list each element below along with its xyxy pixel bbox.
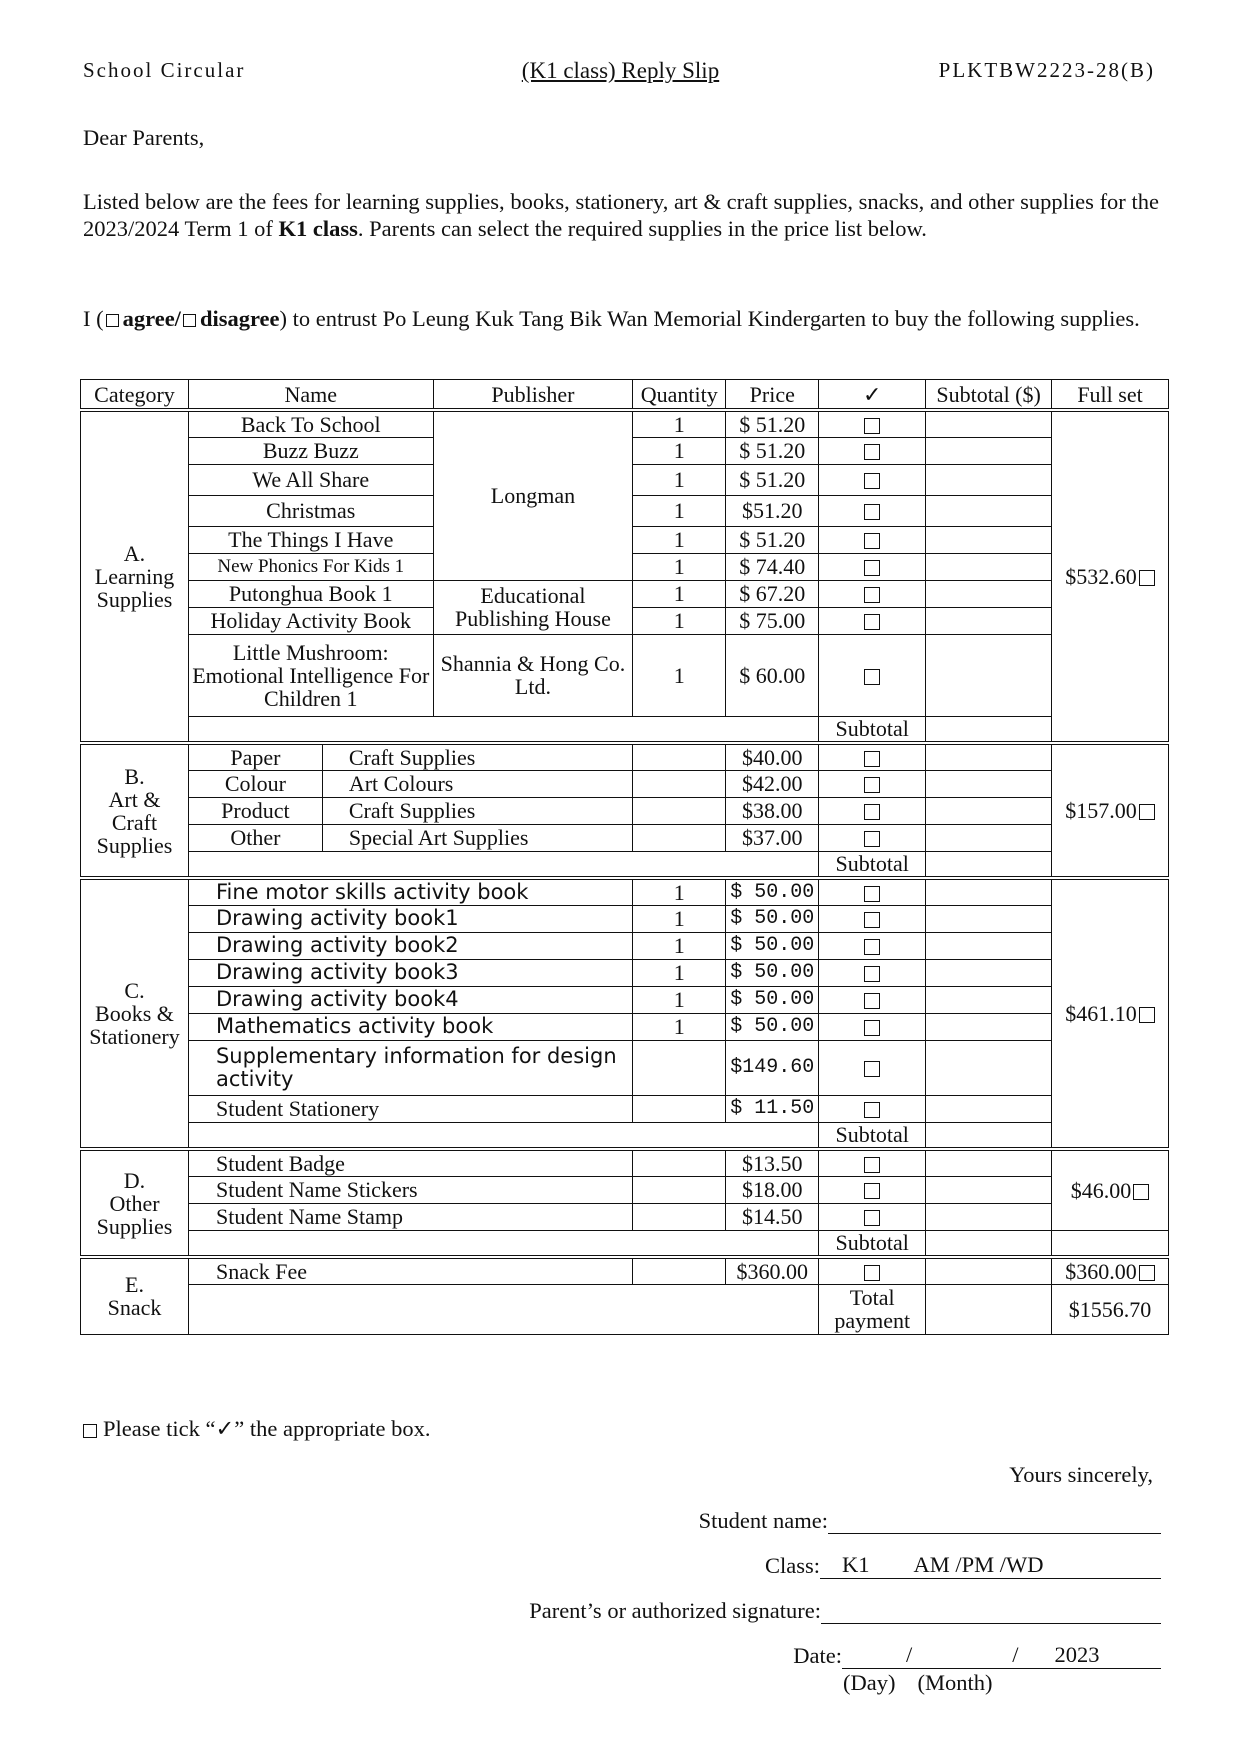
- student-name-label: Student name:: [698, 1508, 828, 1533]
- item-desc: Special Art Supplies: [322, 824, 632, 851]
- publisher-educational: Educational Publishing House: [433, 580, 633, 634]
- full-set-b[interactable]: [1052, 743, 1169, 878]
- table-row: [81, 878, 1169, 905]
- checkbox-icon: [864, 504, 880, 520]
- item-subtotal-cell[interactable]: [926, 959, 1052, 986]
- item-qty: [633, 1149, 726, 1176]
- item-subtotal-cell[interactable]: [926, 932, 1052, 959]
- item-name: Paper: [188, 743, 322, 770]
- checkbox-icon: [864, 1020, 880, 1036]
- parent-signature-label: Parent’s or authorized signature:: [529, 1598, 821, 1623]
- header-category: Category: [81, 380, 189, 411]
- checkbox-icon: [1139, 1007, 1155, 1023]
- header-full-set: Full set: [1052, 380, 1169, 411]
- item-checkbox[interactable]: [819, 464, 926, 495]
- item-checkbox[interactable]: [819, 770, 926, 797]
- category-b-line2: Craft: [111, 809, 158, 835]
- item-desc: Craft Supplies: [322, 743, 632, 770]
- item-price: $ 50.00: [726, 1013, 819, 1040]
- category-c-letter: C.: [124, 978, 145, 1003]
- category-d-line1: Other: [109, 1190, 160, 1216]
- table-row: [81, 743, 1169, 770]
- blank-cell: [1052, 1230, 1169, 1257]
- item-subtotal-cell[interactable]: [926, 464, 1052, 495]
- section-b: [81, 743, 1169, 878]
- item-qty: 1: [633, 553, 726, 580]
- item-name: Drawing activity book2: [188, 932, 632, 959]
- item-checkbox[interactable]: [819, 1040, 926, 1095]
- item-checkbox[interactable]: [819, 1257, 926, 1284]
- subtotal-label: Subtotal: [819, 1230, 926, 1257]
- category-c: [81, 878, 189, 1149]
- section-d: [81, 1149, 1169, 1257]
- item-name: Student Stationery: [188, 1095, 632, 1122]
- month-hint: (Month): [917, 1670, 993, 1695]
- agree-checkbox[interactable]: [106, 314, 119, 327]
- item-subtotal-cell[interactable]: [926, 797, 1052, 824]
- header-publisher: Publisher: [433, 380, 633, 411]
- item-name: Student Badge: [188, 1149, 632, 1176]
- item-name: Back To School: [188, 410, 433, 437]
- item-name: New Phonics For Kids 1: [188, 553, 433, 580]
- item-name: Snack Fee: [188, 1257, 632, 1284]
- category-c-line2: Stationery: [89, 1024, 180, 1049]
- item-name: Student Name Stamp: [188, 1203, 632, 1230]
- item-name: Other: [188, 824, 322, 851]
- date-field: [793, 1642, 1161, 1669]
- item-qty: 1: [633, 1013, 726, 1040]
- checkbox-icon: [864, 886, 880, 902]
- item-subtotal-cell[interactable]: [926, 1176, 1052, 1203]
- category-a: [81, 410, 189, 743]
- item-checkbox[interactable]: [819, 553, 926, 580]
- agreement-paragraph: [83, 305, 1159, 332]
- subtotal-row: [81, 1122, 1169, 1149]
- item-qty: [633, 1176, 726, 1203]
- table-row: [81, 580, 1169, 607]
- category-b-letter: B.: [124, 763, 145, 789]
- item-price: $ 50.00: [726, 986, 819, 1013]
- full-set-a[interactable]: [1052, 410, 1169, 743]
- intro-text-2: . Parents can select the required supplies in the price list below.: [357, 216, 927, 241]
- subtotal-row: [81, 851, 1169, 878]
- item-price: $ 75.00: [726, 607, 819, 634]
- subtotal-label: Subtotal: [819, 851, 926, 878]
- header-quantity: Quantity: [633, 380, 726, 411]
- day-hint: (Day): [843, 1670, 896, 1695]
- student-name-field: [699, 1507, 1161, 1534]
- category-b-line3: Supplies: [96, 832, 173, 858]
- table-row: [81, 410, 1169, 437]
- subtotal-d-cell[interactable]: [926, 1230, 1052, 1257]
- date-hints: [843, 1670, 992, 1696]
- item-name: Little Mushroom: Emotional Intelligence For Children 1: [188, 634, 433, 716]
- fees-table: [80, 379, 1169, 1335]
- table-row: [81, 824, 1169, 851]
- class-label: Class:: [764, 1553, 820, 1578]
- item-subtotal-cell[interactable]: [926, 580, 1052, 607]
- item-subtotal-cell[interactable]: [926, 1203, 1052, 1230]
- class-value: K1: [842, 1552, 870, 1577]
- item-price: $18.00: [726, 1176, 819, 1203]
- item-subtotal-cell[interactable]: [926, 770, 1052, 797]
- class-field: [765, 1552, 1161, 1579]
- section-e: [81, 1257, 1169, 1334]
- item-price: $38.00: [726, 797, 819, 824]
- subtotal-label: Subtotal: [819, 716, 926, 743]
- category-e-line1: Snack: [107, 1295, 162, 1321]
- subtotal-row: [81, 716, 1169, 743]
- item-price: $40.00: [726, 743, 819, 770]
- checkbox-icon: [864, 473, 880, 489]
- total-amount: $1556.70: [1052, 1284, 1169, 1334]
- item-subtotal-cell[interactable]: [926, 824, 1052, 851]
- category-b: [81, 743, 189, 878]
- item-price: $ 50.00: [726, 878, 819, 905]
- checkbox-icon: [864, 1265, 880, 1281]
- full-set-d[interactable]: [1052, 1149, 1169, 1230]
- intro-text-1: Listed below are the fees for learning supplies, books, stationery, art & craft supplies, snacks, and other supplies for the 2023/2024 Term 1 of: [83, 189, 1159, 241]
- item-price: $51.20: [726, 495, 819, 526]
- item-checkbox[interactable]: [819, 932, 926, 959]
- item-checkbox[interactable]: [819, 437, 926, 464]
- intro-paragraph: [83, 188, 1159, 242]
- item-name: We All Share: [188, 464, 433, 495]
- item-subtotal-cell[interactable]: [926, 743, 1052, 770]
- item-qty: 1: [633, 464, 726, 495]
- checkbox-icon: [1139, 1265, 1155, 1281]
- item-qty: [633, 1257, 726, 1284]
- reference-code: PLKTBW2223-28(B): [938, 58, 1155, 82]
- item-name: Drawing activity book4: [188, 986, 632, 1013]
- item-subtotal-cell[interactable]: [926, 1149, 1052, 1176]
- item-checkbox[interactable]: [819, 905, 926, 932]
- item-qty: [633, 1203, 726, 1230]
- disagree-label: disagree: [199, 306, 280, 331]
- date-separator: /: [906, 1642, 913, 1667]
- item-checkbox[interactable]: [819, 580, 926, 607]
- item-qty: 1: [633, 526, 726, 553]
- table-row: [81, 1013, 1169, 1040]
- item-price: $14.50: [726, 1203, 819, 1230]
- item-qty: 1: [633, 634, 726, 716]
- section-c: [81, 878, 1169, 1149]
- checkbox-icon: [864, 751, 880, 767]
- item-qty: [633, 797, 726, 824]
- category-b-line1: Art &: [108, 786, 161, 812]
- item-qty: 1: [633, 495, 726, 526]
- table-row: [81, 1040, 1169, 1095]
- item-price: $ 50.00: [726, 905, 819, 932]
- item-subtotal-cell[interactable]: [926, 607, 1052, 634]
- item-checkbox[interactable]: [819, 959, 926, 986]
- checkbox-icon: [864, 993, 880, 1009]
- item-price: $ 51.20: [726, 437, 819, 464]
- class-session: AM /PM /WD: [913, 1552, 1044, 1577]
- blank-cell: [188, 1230, 818, 1257]
- item-checkbox[interactable]: [819, 526, 926, 553]
- subtotal-label: Subtotal: [819, 1122, 926, 1149]
- item-name: Drawing activity book1: [188, 905, 632, 932]
- item-desc: Craft Supplies: [322, 797, 632, 824]
- total-cell[interactable]: [926, 1284, 1052, 1334]
- item-price: $360.00: [726, 1257, 819, 1284]
- date-separator: /: [1012, 1642, 1019, 1667]
- category-c-line1: Books &: [95, 1001, 174, 1026]
- circular-label: School Circular: [83, 58, 246, 82]
- item-name: Product: [188, 797, 322, 824]
- table-row: [81, 905, 1169, 932]
- table-row: [81, 1257, 1169, 1284]
- item-checkbox[interactable]: [819, 743, 926, 770]
- item-name: Mathematics activity book: [188, 1013, 632, 1040]
- category-e-letter: E.: [125, 1272, 144, 1298]
- item-price: $ 67.20: [726, 580, 819, 607]
- table-row: [81, 932, 1169, 959]
- blank-cell: [188, 1122, 818, 1149]
- publisher-longman: Longman: [433, 410, 633, 580]
- table-row: [81, 1149, 1169, 1176]
- category-d-letter: D.: [123, 1167, 146, 1193]
- item-price: $ 51.20: [726, 526, 819, 553]
- item-name: Buzz Buzz: [188, 437, 433, 464]
- item-qty: 1: [633, 932, 726, 959]
- checkbox-icon: [1139, 570, 1155, 586]
- checkbox-icon: [864, 939, 880, 955]
- item-qty: 1: [633, 959, 726, 986]
- document-title: (K1 class) Reply Slip: [521, 58, 720, 83]
- subtotal-a-cell[interactable]: [926, 716, 1052, 743]
- parent-signature-field: [529, 1597, 1161, 1624]
- table-row: [81, 1203, 1169, 1230]
- checkbox-icon: [864, 1210, 880, 1226]
- table-header-row: [81, 380, 1169, 411]
- blank-cell: [188, 716, 818, 743]
- table-row: [81, 634, 1169, 716]
- checkbox-icon: [864, 444, 880, 460]
- checkbox-icon: [864, 533, 880, 549]
- item-checkbox[interactable]: [819, 410, 926, 437]
- item-price: $ 51.20: [726, 464, 819, 495]
- item-subtotal-cell[interactable]: [926, 878, 1052, 905]
- item-qty: [633, 1040, 726, 1095]
- item-subtotal-cell[interactable]: [926, 553, 1052, 580]
- item-checkbox[interactable]: [819, 1176, 926, 1203]
- date-year: 2023: [1054, 1642, 1100, 1667]
- checkbox-icon: [864, 418, 880, 434]
- item-price: $ 51.20: [726, 410, 819, 437]
- student-name-input[interactable]: [828, 1507, 1161, 1534]
- checkbox-icon: [864, 669, 880, 685]
- item-price: $13.50: [726, 1149, 819, 1176]
- full-set-b-price: $157.00: [1065, 798, 1137, 823]
- item-name: Drawing activity book3: [188, 959, 632, 986]
- full-set-c-price: $461.10: [1065, 1001, 1137, 1026]
- category-d-line2: Supplies: [96, 1213, 173, 1239]
- item-checkbox[interactable]: [819, 607, 926, 634]
- item-price: $42.00: [726, 770, 819, 797]
- checkbox-icon: [864, 1183, 880, 1199]
- item-qty: 1: [633, 986, 726, 1013]
- item-subtotal-cell[interactable]: [926, 634, 1052, 716]
- total-row: [81, 1284, 1169, 1334]
- item-checkbox[interactable]: [819, 1149, 926, 1176]
- full-set-a-price: $532.60: [1065, 564, 1137, 589]
- item-qty: 1: [633, 437, 726, 464]
- section-a: [81, 410, 1169, 743]
- item-checkbox[interactable]: [819, 495, 926, 526]
- checkbox-icon: [864, 966, 880, 982]
- checkbox-icon: [864, 804, 880, 820]
- blank-cell: [188, 1284, 818, 1334]
- agreement-prefix: I (: [83, 306, 104, 331]
- header-tick: ✓: [819, 380, 926, 411]
- greeting: Dear Parents,: [83, 125, 205, 150]
- item-subtotal-cell[interactable]: [926, 437, 1052, 464]
- item-subtotal-cell[interactable]: [926, 905, 1052, 932]
- checkbox-icon: [864, 831, 880, 847]
- item-subtotal-cell[interactable]: [926, 410, 1052, 437]
- item-qty: 1: [633, 580, 726, 607]
- item-name: Fine motor skills activity book: [188, 878, 632, 905]
- subtotal-b-cell[interactable]: [926, 851, 1052, 878]
- header-price: Price: [726, 380, 819, 411]
- disagree-checkbox[interactable]: [183, 314, 196, 327]
- item-subtotal-cell[interactable]: [926, 1095, 1052, 1122]
- category-e: [81, 1257, 189, 1334]
- category-a-line1: Learning: [94, 564, 175, 589]
- item-qty: [633, 770, 726, 797]
- checkbox-icon: [864, 1102, 880, 1118]
- checkbox-icon: [864, 1157, 880, 1173]
- header-name: Name: [188, 380, 433, 411]
- closing: Yours sincerely,: [1009, 1462, 1153, 1487]
- table-row: [81, 986, 1169, 1013]
- table-row: [81, 770, 1169, 797]
- item-price: $ 74.40: [726, 553, 819, 580]
- item-name: Putonghua Book 1: [188, 580, 433, 607]
- item-subtotal-cell[interactable]: [926, 1013, 1052, 1040]
- publisher-shannia: Shannia & Hong Co. Ltd.: [433, 634, 633, 716]
- category-a-letter: A.: [123, 541, 146, 566]
- class-input[interactable]: [820, 1552, 1161, 1579]
- checkbox-icon: [1133, 1184, 1149, 1200]
- header-subtotal: Subtotal ($): [926, 380, 1052, 411]
- item-subtotal-cell[interactable]: [926, 526, 1052, 553]
- item-desc: Art Colours: [322, 770, 632, 797]
- table-row: [81, 797, 1169, 824]
- full-set-e[interactable]: [1052, 1257, 1169, 1284]
- table-row: [81, 1176, 1169, 1203]
- full-set-c[interactable]: [1052, 878, 1169, 1149]
- item-checkbox[interactable]: [819, 634, 926, 716]
- item-checkbox[interactable]: [819, 797, 926, 824]
- checkbox-icon: [864, 587, 880, 603]
- item-qty: [633, 1095, 726, 1122]
- table-row: [81, 1095, 1169, 1122]
- item-qty: [633, 824, 726, 851]
- item-name: The Things I Have: [188, 526, 433, 553]
- blank-cell: [188, 851, 818, 878]
- checkbox-icon: [1139, 804, 1155, 820]
- checkbox-icon: [864, 614, 880, 630]
- tick-note-text: Please tick “✓” the appropriate box.: [103, 1416, 431, 1441]
- item-subtotal-cell[interactable]: [926, 986, 1052, 1013]
- item-qty: 1: [633, 410, 726, 437]
- item-qty: 1: [633, 905, 726, 932]
- date-label: Date:: [793, 1643, 842, 1668]
- checkbox-icon: [864, 912, 880, 928]
- table-row: [81, 959, 1169, 986]
- item-checkbox[interactable]: [819, 878, 926, 905]
- item-subtotal-cell[interactable]: [926, 1257, 1052, 1284]
- agreement-suffix: ) to entrust Po Leung Kuk Tang Bik Wan Memorial Kindergarten to buy the following supplies.: [279, 306, 1140, 331]
- item-name: Supplementary information for design activity: [188, 1040, 632, 1095]
- item-price: $ 50.00: [726, 932, 819, 959]
- intro-class: K1 class: [278, 216, 358, 241]
- checkbox-icon: [83, 1424, 97, 1438]
- date-input[interactable]: [842, 1642, 1161, 1669]
- item-qty: 1: [633, 607, 726, 634]
- subtotal-row: [81, 1230, 1169, 1257]
- item-name: Holiday Activity Book: [188, 607, 433, 634]
- checkbox-icon: [864, 777, 880, 793]
- category-d: [81, 1149, 189, 1257]
- total-label: Total payment: [819, 1284, 926, 1334]
- item-checkbox[interactable]: [819, 1095, 926, 1122]
- item-price: $37.00: [726, 824, 819, 851]
- tick-note: [83, 1416, 430, 1442]
- item-price: $ 60.00: [726, 634, 819, 716]
- item-subtotal-cell[interactable]: [926, 495, 1052, 526]
- item-qty: 1: [633, 878, 726, 905]
- agree-label: agree/: [122, 306, 181, 331]
- checkbox-icon: [864, 560, 880, 576]
- item-name: Student Name Stickers: [188, 1176, 632, 1203]
- item-qty: [633, 743, 726, 770]
- item-price: $ 50.00: [726, 959, 819, 986]
- item-price: $149.60: [726, 1040, 819, 1095]
- parent-signature-input[interactable]: [821, 1597, 1161, 1624]
- item-name: Colour: [188, 770, 322, 797]
- item-price: $ 11.50: [726, 1095, 819, 1122]
- item-name: Christmas: [188, 495, 433, 526]
- full-set-e-price: $360.00: [1065, 1258, 1137, 1284]
- category-a-line2: Supplies: [96, 587, 173, 612]
- item-checkbox[interactable]: [819, 1013, 926, 1040]
- item-checkbox[interactable]: [819, 824, 926, 851]
- item-checkbox[interactable]: [819, 1203, 926, 1230]
- subtotal-c-cell[interactable]: [926, 1122, 1052, 1149]
- checkbox-icon: [864, 1061, 880, 1077]
- full-set-d-price: $46.00: [1070, 1177, 1132, 1203]
- item-subtotal-cell[interactable]: [926, 1040, 1052, 1095]
- item-checkbox[interactable]: [819, 986, 926, 1013]
